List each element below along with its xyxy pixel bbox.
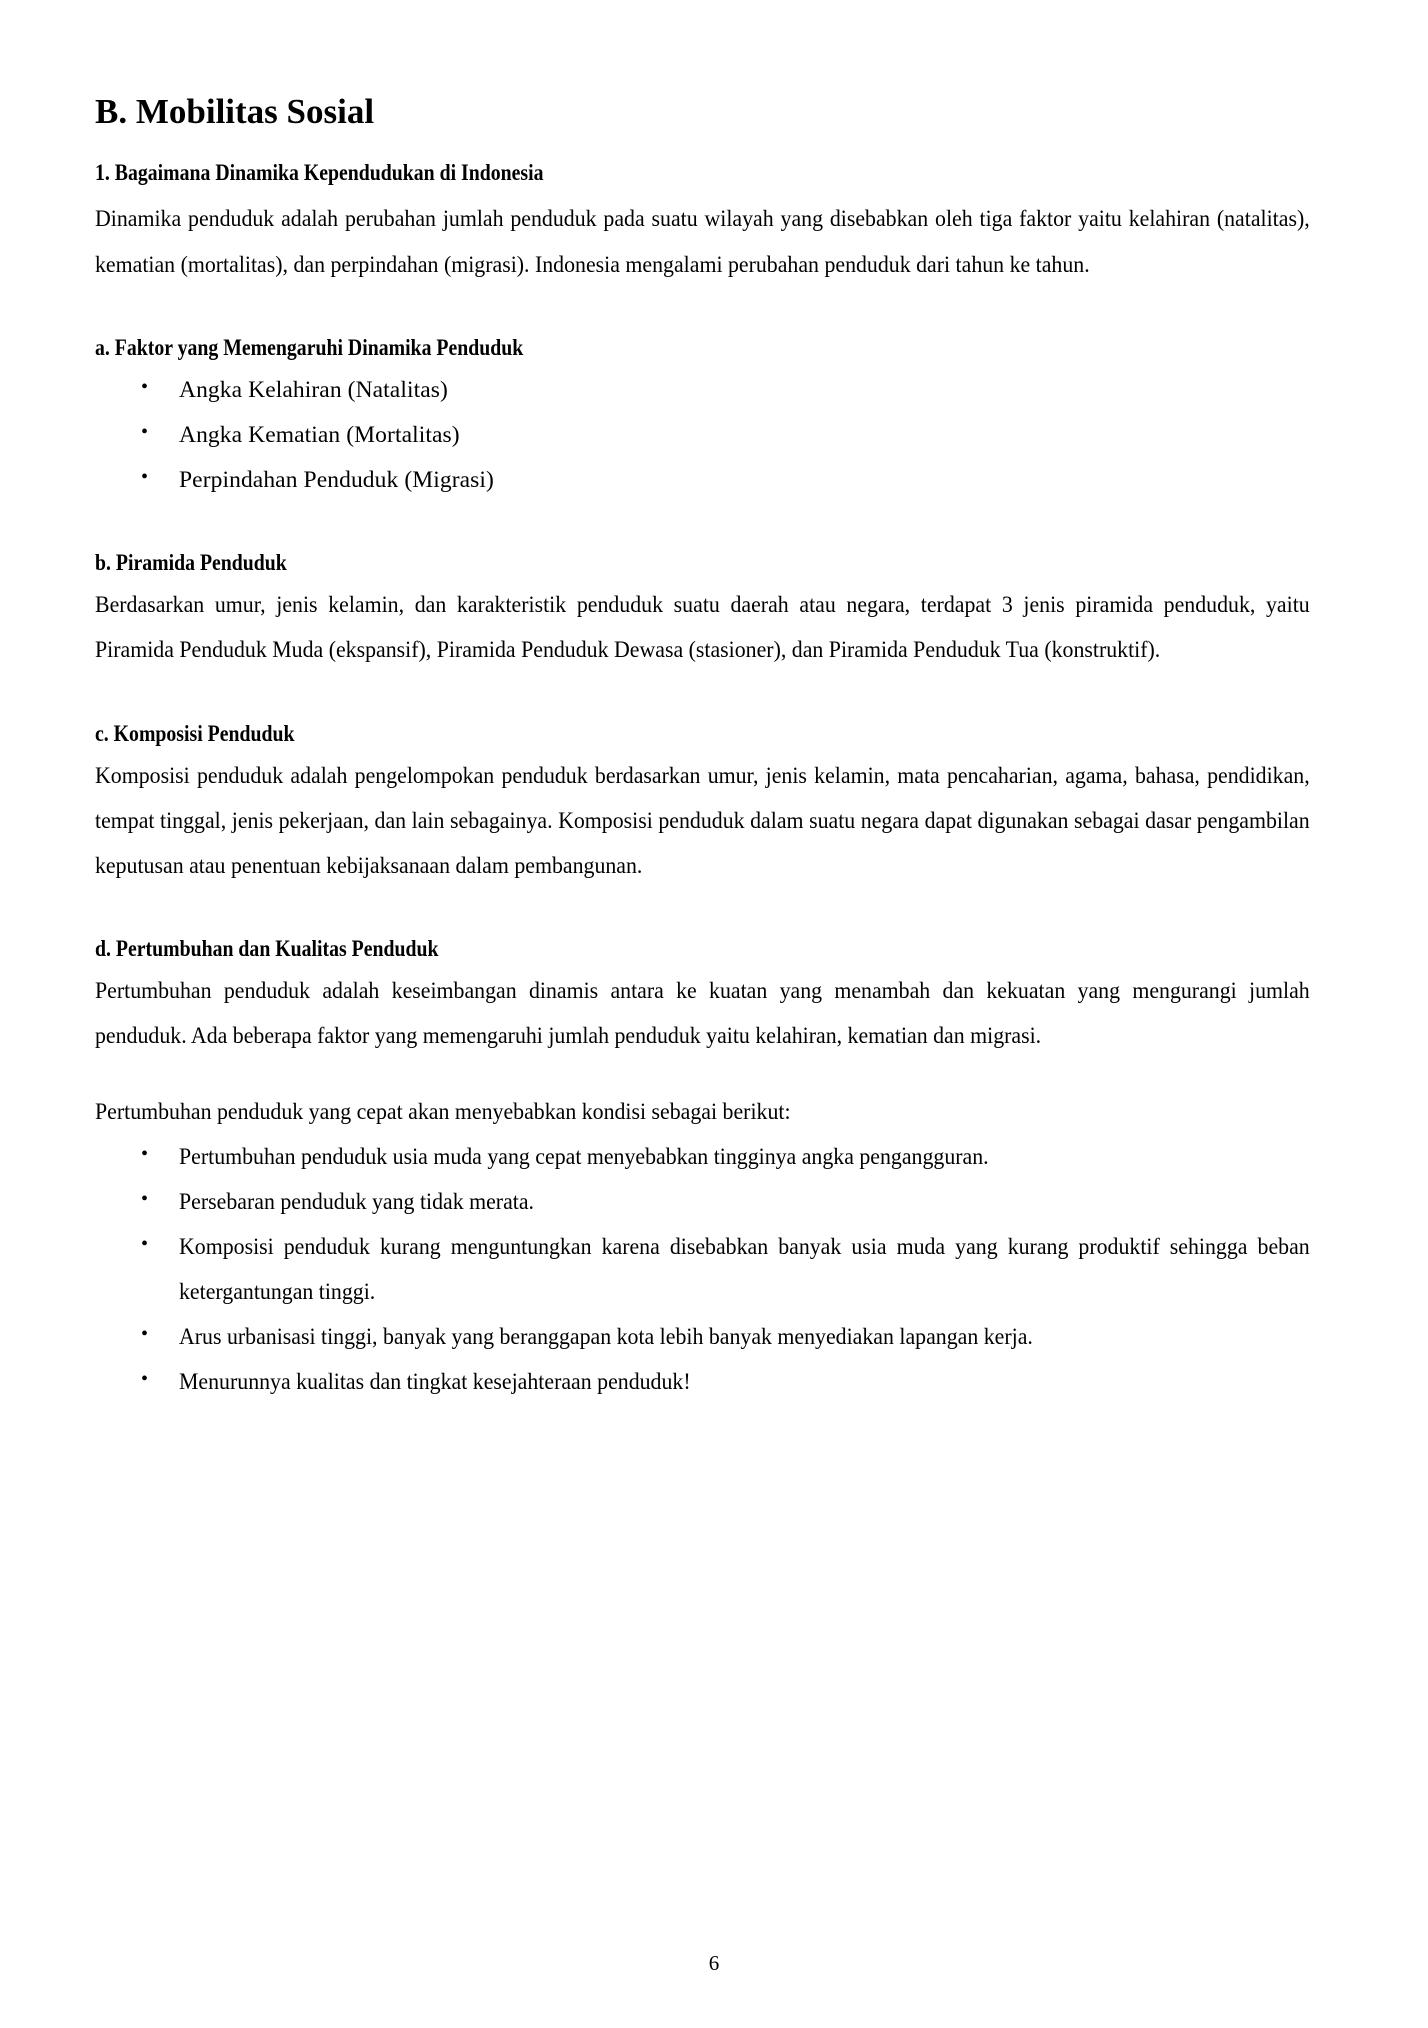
list-item <box>95 1360 1310 1405</box>
list-item <box>95 458 1310 503</box>
section-heading-d: d. Pertumbuhan dan Kualitas Penduduk <box>95 936 439 962</box>
list-item <box>95 1180 1310 1225</box>
section-heading-b: b. Piramida Penduduk <box>95 550 287 576</box>
section-1-paragraph: Dinamika penduduk adalah perubahan jumlah penduduk pada suatu wilayah yang disebabkan oleh tiga faktor yaitu kelahiran (natalitas), kematian (mortalitas), dan perpindahan (migrasi). Indonesia mengalami perubahan penduduk dari tahun ke tahun. <box>95 206 1310 278</box>
list-item <box>95 368 1310 413</box>
bullet-icon: • <box>141 1187 149 1210</box>
bullet-icon: • <box>141 420 149 443</box>
list-item-label: Angka Kematian (Mortalitas) <box>179 421 460 448</box>
list-item <box>95 413 1310 458</box>
bullet-icon: • <box>141 1142 149 1165</box>
list-item <box>95 1315 1310 1360</box>
spacer <box>95 889 1310 933</box>
list-item-label: Angka Kelahiran (Natalitas) <box>179 376 448 403</box>
section-c-paragraph: Komposisi penduduk adalah pengelompokan penduduk berdasarkan umur, jenis kelamin, mata pencaharian, agama, bahasa, pendidikan, tempat tinggal, jenis pekerjaan, dan lain sebagainya. Komposisi penduduk dalam suatu negara dapat digunakan sebagai dasar pengambilan keputusan atau penentuan kebijaksanaan dalam pembangunan. <box>95 762 1310 879</box>
list-item-label: Menurunnya kualitas dan tingkat kesejahteraan penduduk! <box>179 1369 691 1396</box>
spacer <box>95 288 1310 332</box>
spacer <box>95 674 1310 718</box>
bullet-icon: • <box>141 1368 149 1391</box>
page-title: B. Mobilitas Sosial <box>95 92 375 131</box>
section-b-paragraph: Berdasarkan umur, jenis kelamin, dan karakteristik penduduk suatu daerah atau negara, terdapat 3 jenis piramida penduduk, yaitu Piramida Penduduk Muda (ekspansif), Piramida Penduduk Dewasa (stasioner), dan Piramida Penduduk Tua (konstruktif). <box>95 592 1310 664</box>
page-number: 6 <box>708 1951 720 1975</box>
growth-consequences-list <box>95 1135 1310 1406</box>
list-item-label: Pertumbuhan penduduk usia muda yang cepat menyebabkan tingginya angka pengangguran. <box>179 1143 989 1170</box>
section-heading-1: 1. Bagaimana Dinamika Kependudukan di Indonesia <box>95 160 544 186</box>
list-item <box>95 1225 1310 1315</box>
list-item-label: Arus urbanisasi tinggi, banyak yang beranggapan kota lebih banyak menyediakan lapangan kerja. <box>179 1324 1033 1351</box>
list-item-label: Perpindahan Penduduk (Migrasi) <box>179 467 494 494</box>
spacer <box>95 503 1310 547</box>
list-item-label: Persebaran penduduk yang tidak merata. <box>179 1188 535 1215</box>
bullet-icon: • <box>141 1323 149 1346</box>
section-heading-c: c. Komposisi Penduduk <box>95 720 295 746</box>
bullet-icon: • <box>141 375 149 398</box>
section-d-paragraph: Pertumbuhan penduduk adalah keseimbangan dinamis antara ke kuatan yang menambah dan kekuatan yang mengurangi jumlah penduduk. Ada beberapa faktor yang memengaruhi jumlah penduduk yaitu kelahiran, kematian dan migrasi. <box>95 978 1310 1050</box>
factor-list <box>95 368 1310 503</box>
list-item-label: Komposisi penduduk kurang menguntungkan karena disebabkan banyak usia muda yang kurang produktif sehingga beban ketergantungan tinggi. <box>179 1233 1310 1305</box>
bullet-icon: • <box>141 1232 149 1255</box>
spacer <box>95 1060 1310 1090</box>
list-item <box>95 1135 1310 1180</box>
bullet-icon: • <box>141 466 149 489</box>
section-heading-a: a. Faktor yang Memengaruhi Dinamika Penduduk <box>95 334 524 360</box>
growth-intro-text: Pertumbuhan penduduk yang cepat akan menyebabkan kondisi sebagai berikut: <box>95 1098 791 1125</box>
